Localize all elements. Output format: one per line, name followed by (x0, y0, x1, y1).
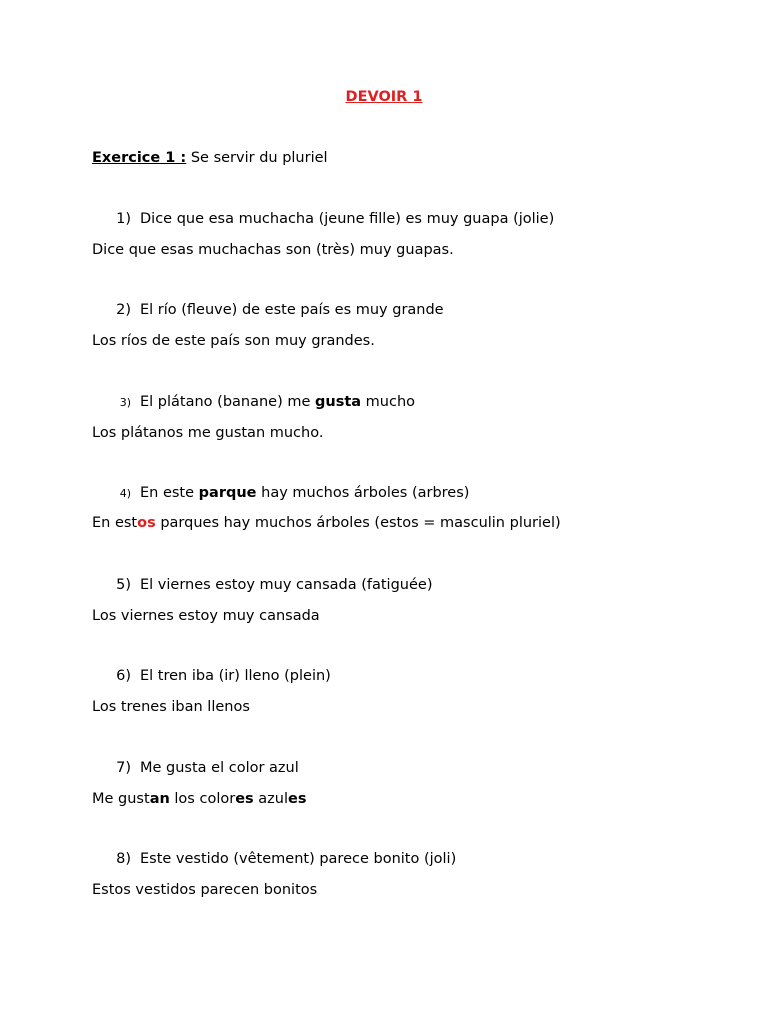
question-number: 5) (116, 577, 131, 593)
answer-text-end: parques hay muchos árboles (estos = masculin pluriel) (155, 515, 561, 531)
question-text: El tren iba (ir) lleno (plein) (140, 668, 331, 684)
question-text: Me gusta el color azul (140, 760, 299, 776)
question-number: 6) (116, 668, 131, 684)
answer-7 (92, 790, 306, 808)
answer-3: Los plátanos me gustan mucho. (92, 425, 324, 441)
question-8 (113, 850, 456, 868)
question-text-end: hay muchos árboles (arbres) (256, 485, 470, 501)
question-number: 8) (116, 851, 131, 867)
question-text: El viernes estoy muy cansada (fatiguée) (140, 577, 433, 593)
answer-ending-bold: es (235, 791, 254, 807)
answer-text: los color (169, 791, 236, 807)
question-number: 3) (119, 396, 131, 409)
answer-6: Los trenes iban llenos (92, 699, 250, 715)
page-title: DEVOIR 1 (345, 89, 423, 105)
question-number: 7) (116, 760, 131, 776)
question-1 (113, 210, 554, 228)
question-text-bold: gusta (315, 394, 362, 410)
answer-8: Estos vestidos parecen bonitos (92, 882, 318, 898)
question-5 (113, 576, 432, 594)
question-number: 2) (116, 302, 131, 318)
answer-1: Dice que esas muchachas son (très) muy guapas. (92, 242, 454, 258)
question-text-bold: parque (198, 485, 257, 501)
answer-ending-bold: es (287, 791, 307, 807)
question-2 (113, 301, 444, 319)
answer-4 (92, 514, 561, 532)
question-number: 1) (116, 211, 131, 227)
answer-text: azul (253, 791, 288, 807)
question-text: El río (fleuve) de este país es muy grande (140, 302, 444, 318)
exercise-label: Exercice 1 : (92, 150, 187, 166)
question-text: Este vestido (vêtement) parece bonito (joli) (140, 851, 457, 867)
exercise-heading (92, 149, 328, 167)
question-text-start: El plátano (banane) me (140, 394, 316, 410)
question-text: Dice que esa muchacha (jeune fille) es muy guapa (jolie) (140, 211, 555, 227)
exercise-instruction: Se servir du pluriel (186, 150, 328, 166)
answer-2: Los ríos de este país son muy grandes. (92, 333, 375, 349)
answer-highlight: os (137, 515, 156, 531)
question-3 (113, 393, 415, 412)
question-6 (113, 667, 331, 685)
answer-text: Me gust (92, 791, 150, 807)
answer-text-start: En est (92, 515, 138, 531)
question-number: 4) (119, 487, 131, 500)
answer-ending-bold: an (149, 791, 170, 807)
question-4 (113, 484, 469, 503)
question-text-end: mucho (361, 394, 416, 410)
answer-5: Los viernes estoy muy cansada (92, 608, 320, 624)
question-text-start: En este (140, 485, 199, 501)
question-7 (113, 759, 299, 777)
